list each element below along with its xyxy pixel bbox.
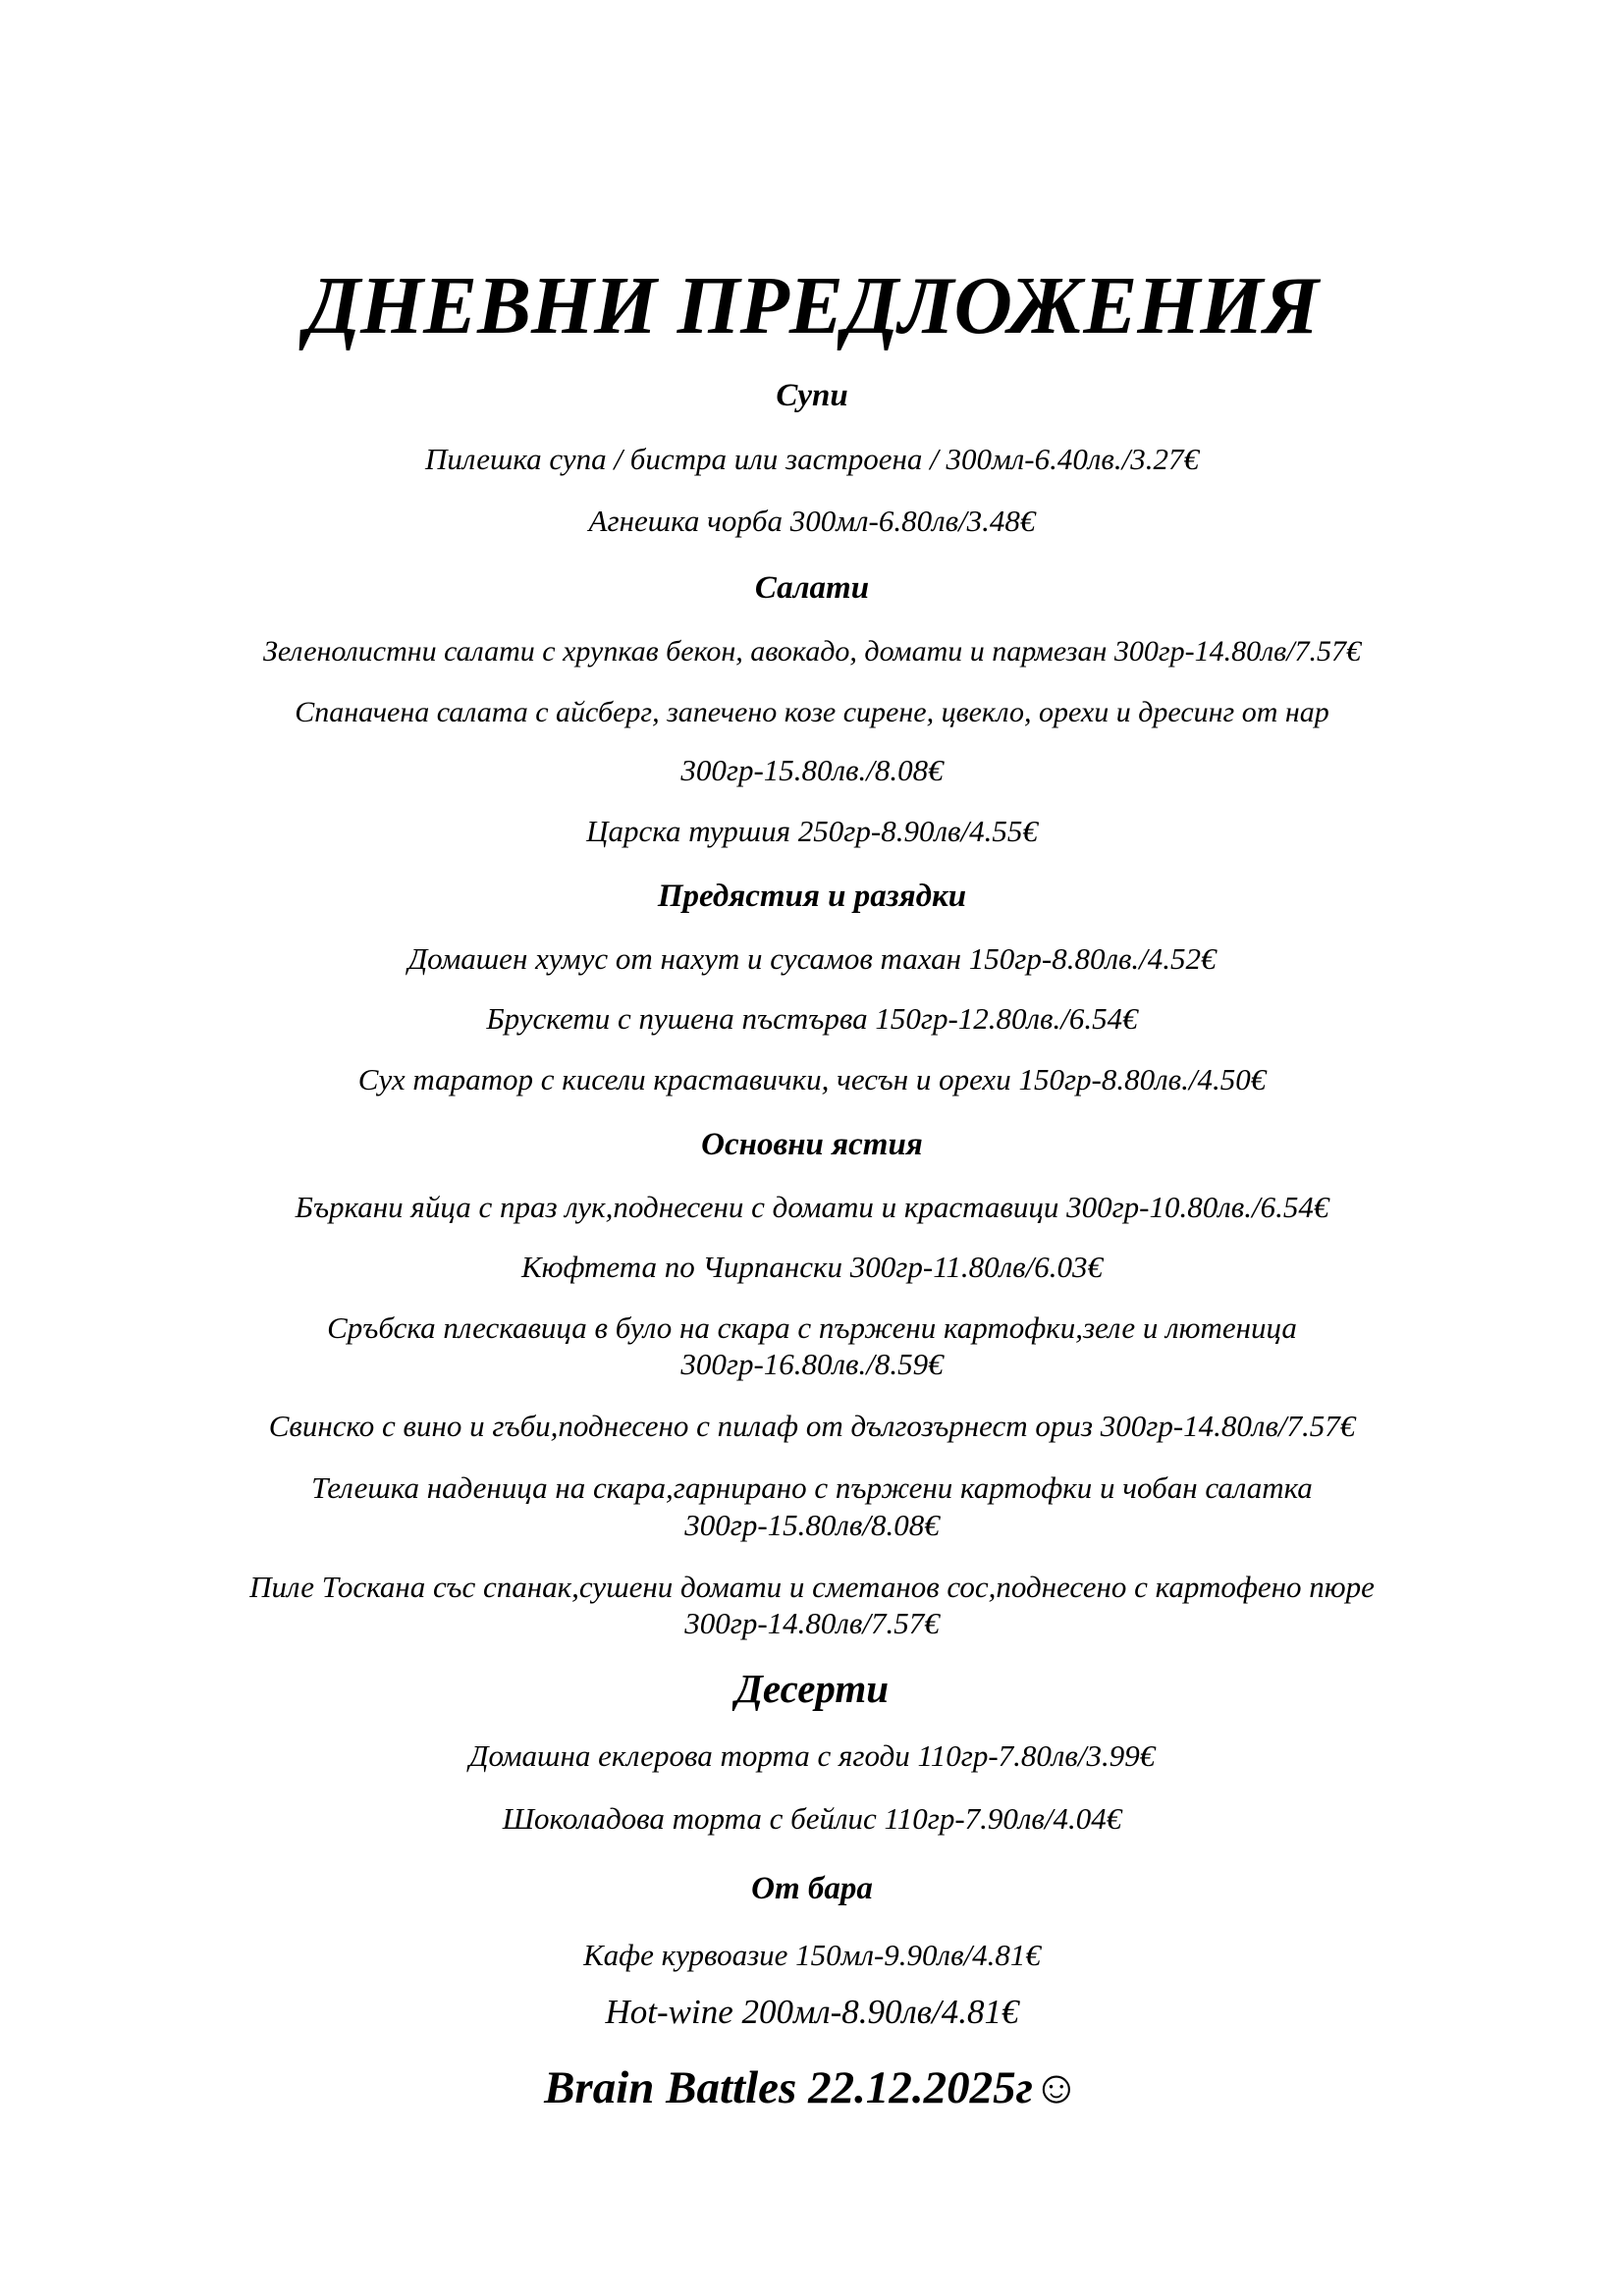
menu-item: Пиле Тоскана със спанак,сушени домати и сметанов сос,поднесено с картофено пюре <box>249 1570 1375 1604</box>
menu-item: Домашен хумус от нахут и сусамов тахан 150гр-8.80лв./4.52€ <box>407 941 1217 976</box>
menu-item: Спаначена салата с айсберг, запечено козе сирене, цвекло, орехи и дресинг от нар <box>295 696 1329 728</box>
menu-item: Свинско с вино и гъби,поднесено с пилаф от дългозърнест ориз 300гр-14.80лв/7.57€ <box>268 1409 1356 1443</box>
page-title: ДНЕВНИ ПРЕДЛОЖЕНИЯ <box>304 260 1320 351</box>
section-heading-bar: От бара <box>751 1871 873 1906</box>
menu-item: Шоколадова торта с бейлис 110гр-7.90лв/4.04€ <box>502 1801 1122 1836</box>
menu-item-continuation: 300гр-14.80лв/7.57€ <box>684 1606 940 1640</box>
menu-item-continuation: 300гр-15.80лв./8.08€ <box>680 753 944 787</box>
menu-item-continuation: 300гр-15.80лв/8.08€ <box>684 1508 940 1542</box>
menu-item: Зеленолистни салати с хрупкав бекон, авокадо, домати и пармезан 300гр-14.80лв/7.57€ <box>262 635 1362 667</box>
menu-item: Hot-wine 200мл-8.90лв/4.81€ <box>605 1993 1019 2031</box>
menu-item: Кафе курвоазие 150мл-9.90лв/4.81€ <box>583 1938 1041 1972</box>
section-heading-salads: Салати <box>754 570 870 606</box>
menu-item: Бъркани яйца с праз лук,поднесени с домати и краставици 300гр-10.80лв./6.54€ <box>295 1190 1329 1224</box>
section-heading-starters: Предястия и разядки <box>657 879 967 914</box>
menu-item: Пилешка супа / бистра или застроена / 300мл-6.40лв./3.27€ <box>425 442 1199 476</box>
menu-item: Царска туршия 250гр-8.90лв/4.55€ <box>586 814 1038 848</box>
menu-item: Сръбска плескавица в було на скара с пържени картофки,зеле и лютеница <box>327 1310 1297 1345</box>
section-heading-soups: Супи <box>776 378 848 413</box>
menu-item: Домашна еклерова торта с ягоди 110гр-7.80лв/3.99€ <box>468 1738 1156 1773</box>
menu-item: Сух таратор с кисели краставички, чесън и орехи 150гр-8.80лв./4.50€ <box>357 1062 1267 1096</box>
menu-item: Телешка наденица на скара,гарнирано с пържени картофки и чобан салатка <box>311 1470 1313 1505</box>
menu-item: Кюфтета по Чирпански 300гр-11.80лв/6.03€ <box>521 1250 1103 1284</box>
menu-item-continuation: 300гр-16.80лв./8.59€ <box>680 1347 944 1381</box>
menu-item: Брускети с пушена пъстърва 150гр-12.80лв./6.54€ <box>486 1001 1138 1036</box>
section-heading-mains: Основни ястия <box>701 1127 923 1162</box>
footer-event-note: Brain Battles 22.12.2025г☺ <box>544 2062 1080 2113</box>
section-heading-desserts: Десерти <box>734 1666 890 1711</box>
menu-item: Агнешка чорба 300мл-6.80лв/3.48€ <box>588 504 1036 538</box>
